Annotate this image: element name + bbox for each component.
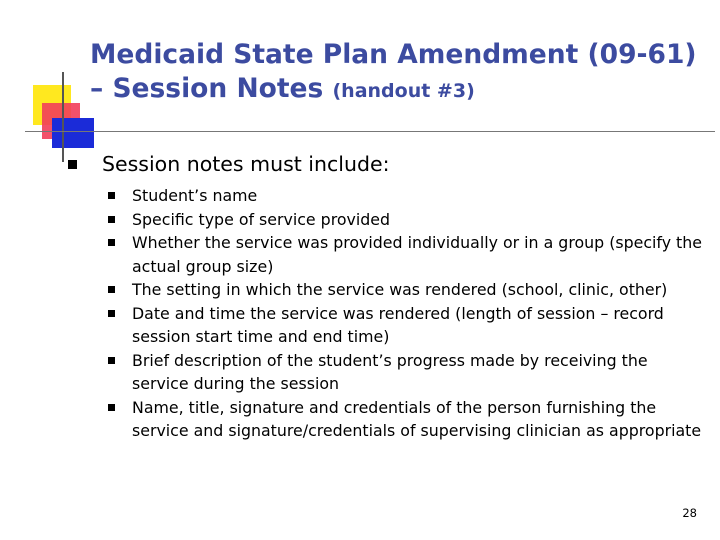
list-item	[108, 302, 708, 349]
list-item	[108, 349, 708, 396]
square-bullet-icon	[68, 160, 77, 169]
title-note: (handout #3)	[332, 80, 475, 102]
title-main: Medicaid State Plan Amendment (09-61) – Session Notes	[90, 39, 697, 104]
list-item	[108, 231, 708, 278]
list-item-text: The setting in which the service was rendered (school, clinic, other)	[132, 280, 668, 299]
decor-vertical-line	[62, 72, 64, 162]
list-item-text: Student’s name	[132, 186, 258, 205]
square-bullet-icon	[108, 216, 115, 223]
square-bullet-icon	[108, 239, 115, 246]
square-bullet-icon	[108, 310, 115, 317]
list-item-text: Brief description of the student’s progress made by receiving the service during the session	[132, 350, 648, 393]
decor-blue-square	[52, 118, 94, 148]
square-bullet-icon	[108, 404, 115, 411]
square-bullet-icon	[108, 286, 115, 293]
intro-text: Session notes must include:	[102, 152, 390, 176]
page-number: 28	[682, 506, 697, 520]
square-bullet-icon	[108, 357, 115, 364]
slide-title	[90, 38, 710, 108]
list-item	[108, 396, 708, 443]
title-divider	[25, 131, 715, 132]
list-item-text: Name, title, signature and credentials of the person furnishing the service and signature/credentials of supervising clinician as appropriate	[132, 397, 702, 440]
list-item	[108, 208, 708, 232]
list-item-text: Specific type of service provided	[132, 209, 391, 229]
requirements-list	[108, 184, 708, 443]
list-item	[108, 184, 708, 208]
square-bullet-icon	[108, 192, 115, 199]
list-item-text: Whether the service was provided individually or in a group (specify the actual group size)	[132, 233, 702, 276]
list-item	[108, 278, 708, 302]
list-item-text: Date and time the service was rendered (length of session – record session start time and end time)	[132, 303, 664, 346]
